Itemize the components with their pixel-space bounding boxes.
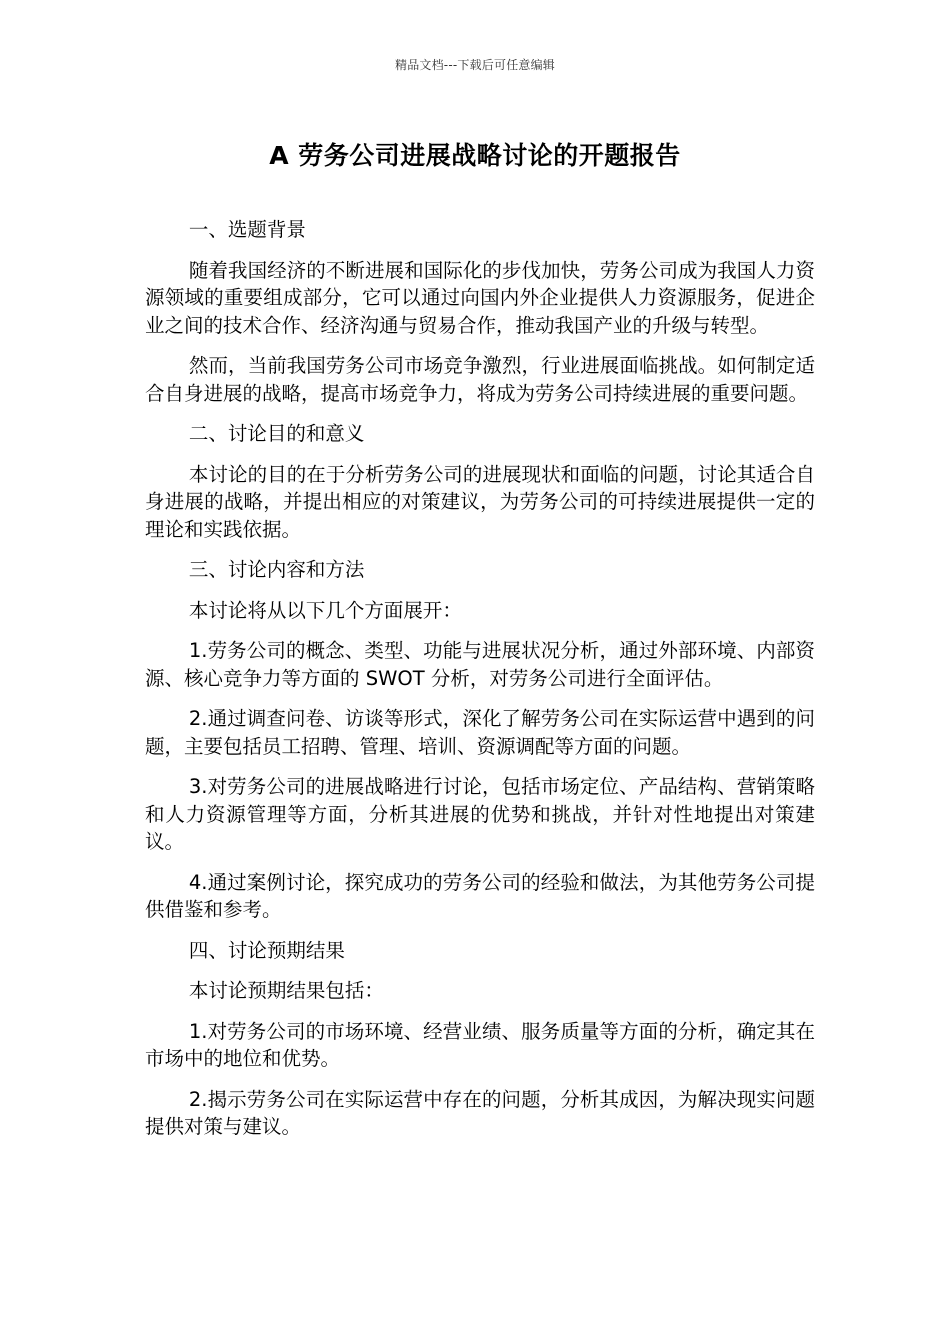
- section-heading-background: 一、选题背景: [188, 218, 306, 241]
- document-title: A 劳务公司进展战略讨论的开题报告: [269, 141, 681, 170]
- section-heading-purpose: 二、讨论目的和意义: [188, 422, 365, 445]
- paragraph: 本讨论预期结果包括：: [188, 979, 384, 1002]
- paragraph: 随着我国经济的不断进展和国际化的步伐加快，劳务公司成为我国人力资源领域的重要组成部分，它可以通过向国内外企业提供人力资源服务，促进企业之间的技术合作、经济沟通与贸易合作，推动我国产业的升级与转型。: [145, 258, 815, 337]
- list-item: 1.劳务公司的概念、类型、功能与进展状况分析，通过外部环境、内部资源、核心竞争力等方面的 SWOT 分析，对劳务公司进行全面评估。: [145, 639, 815, 690]
- list-item: 4.通过案例讨论，探究成功的劳务公司的经验和做法，为其他劳务公司提供借鉴和参考。: [145, 870, 815, 921]
- list-item: 3.对劳务公司的进展战略进行讨论，包括市场定位、产品结构、营销策略和人力资源管理等方面，分析其进展的优势和挑战，并针对性地提出对策建议。: [145, 775, 815, 853]
- list-item: 2.通过调查问卷、访谈等形式，深化了解劳务公司在实际运营中遇到的问题，主要包括员工招聘、管理、培训、资源调配等方面的问题。: [145, 707, 815, 758]
- header-watermark: 精品文档---下载后可任意编辑: [395, 58, 555, 72]
- document-body: [145, 216, 815, 1154]
- list-item: 1.对劳务公司的市场环境、经营业绩、服务质量等方面的分析，确定其在市场中的地位和优势。: [145, 1019, 815, 1070]
- section-heading-expected-results: 四、讨论预期结果: [188, 938, 345, 962]
- section-heading-content-method: 三、讨论内容和方法: [188, 558, 365, 581]
- paragraph: 本讨论将从以下几个方面展开：: [188, 598, 462, 622]
- list-item: 2.揭示劳务公司在实际运营中存在的问题，分析其成因，为解决现实问题提供对策与建议。: [145, 1087, 815, 1138]
- paragraph: 本讨论的目的在于分析劳务公司的进展现状和面临的问题，讨论其适合自身进展的战略，并提出相应的对策建议，为劳务公司的可持续进展提供一定的理论和实践依据。: [145, 462, 815, 541]
- paragraph: 然而，当前我国劳务公司市场竞争激烈，行业进展面临挑战。如何制定适合自身进展的战略，提高市场竞争力，将成为劳务公司持续进展的重要问题。: [145, 354, 815, 405]
